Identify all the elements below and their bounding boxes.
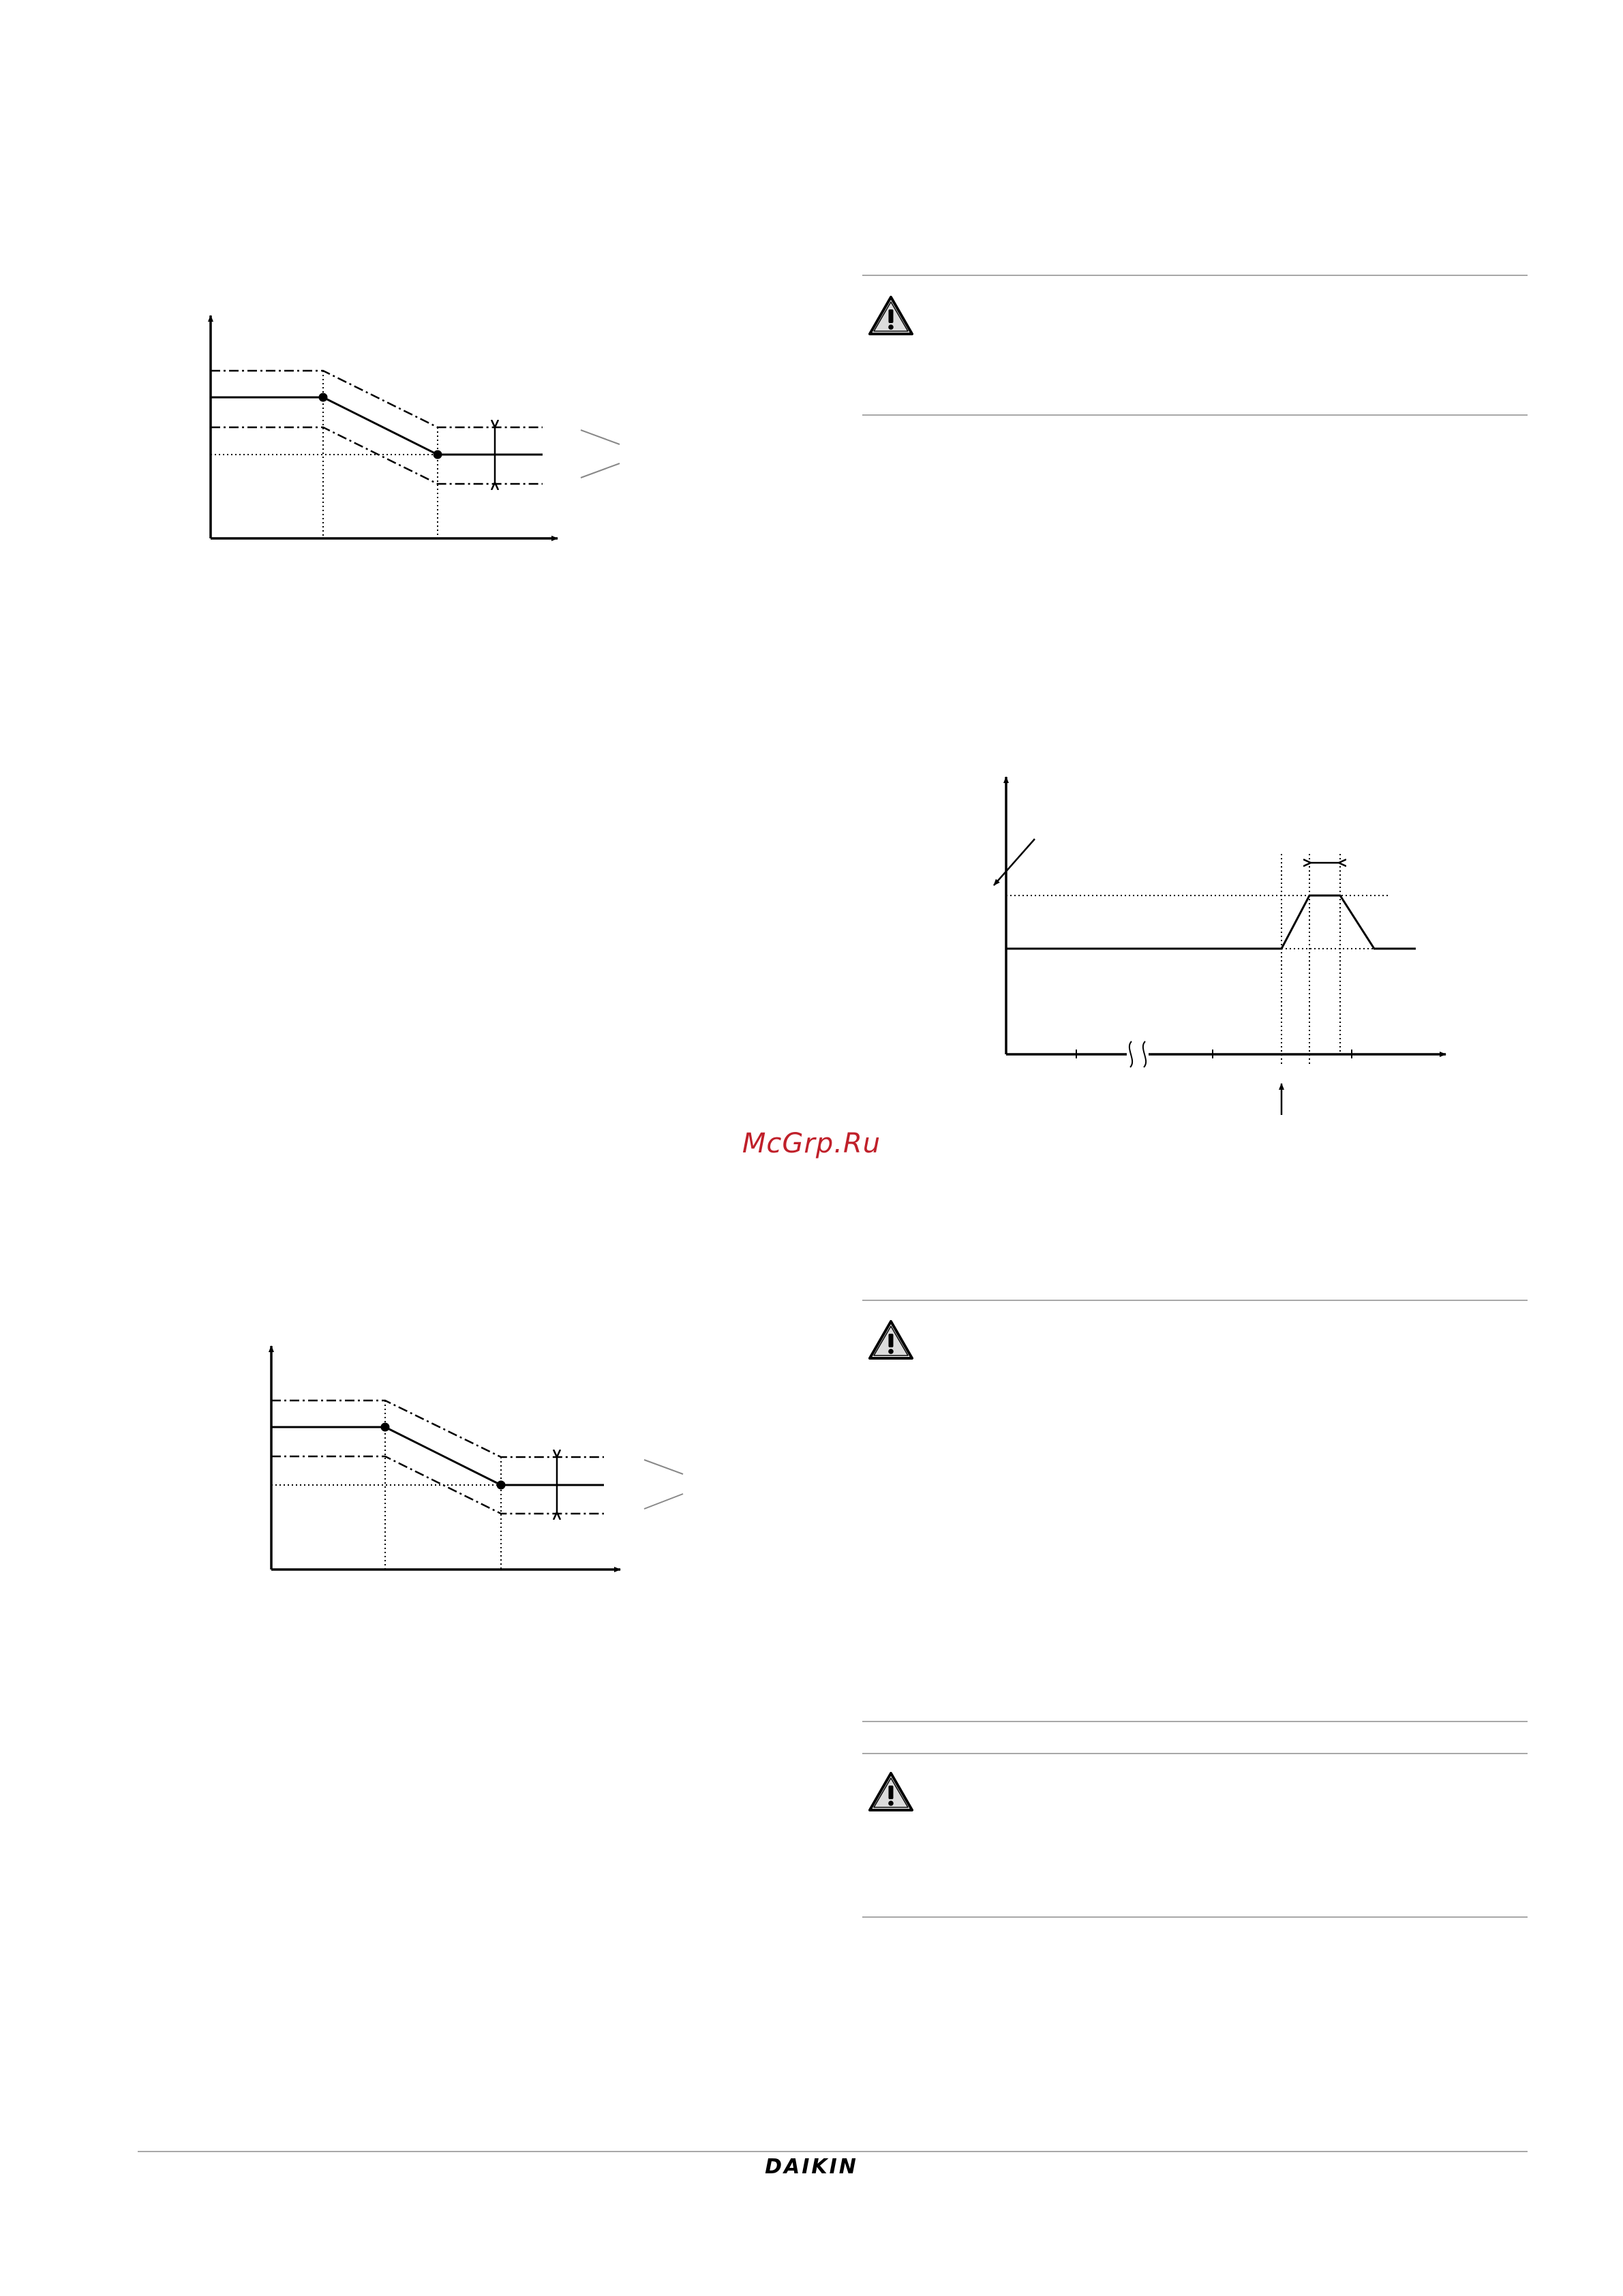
breakpoint-1 [319,393,328,402]
warning-box-2-bottom-rule [862,1721,1528,1722]
upper-band [211,371,543,427]
warning-box-3-top-rule [862,1753,1528,1754]
breakpoint-2 [434,450,442,459]
leader-line-2 [644,1494,683,1509]
breakpoint-2 [497,1481,506,1490]
warning-triangle-icon [867,294,915,339]
warning-triangle-icon [867,1771,915,1816]
footer-rule [138,2151,1528,2152]
axis-break-1 [1129,1041,1132,1067]
breakpoint-1 [381,1423,390,1432]
leader-line-1 [644,1460,683,1474]
warning-triangle-icon [867,1319,915,1364]
warning-box-2-top-rule [862,1300,1528,1301]
lower-band [211,427,543,484]
main-curve [211,397,543,455]
signal-curve [1006,896,1416,949]
leader-line-1 [581,430,620,444]
main-curve [271,1427,604,1485]
warning-box-3-bottom-rule [862,1916,1528,1918]
upper-band [271,1400,604,1457]
warning-box-1-top-rule [862,275,1528,276]
leader-line-2 [581,463,620,478]
lower-band [271,1456,604,1514]
pointer-arrow [994,839,1035,885]
daikin-logo: DAIKIN [765,2155,858,2179]
warning-box-1-bottom-rule [862,414,1528,416]
watermark-text: McGrp.Ru [742,1128,881,1159]
axis-break-2 [1143,1041,1146,1067]
